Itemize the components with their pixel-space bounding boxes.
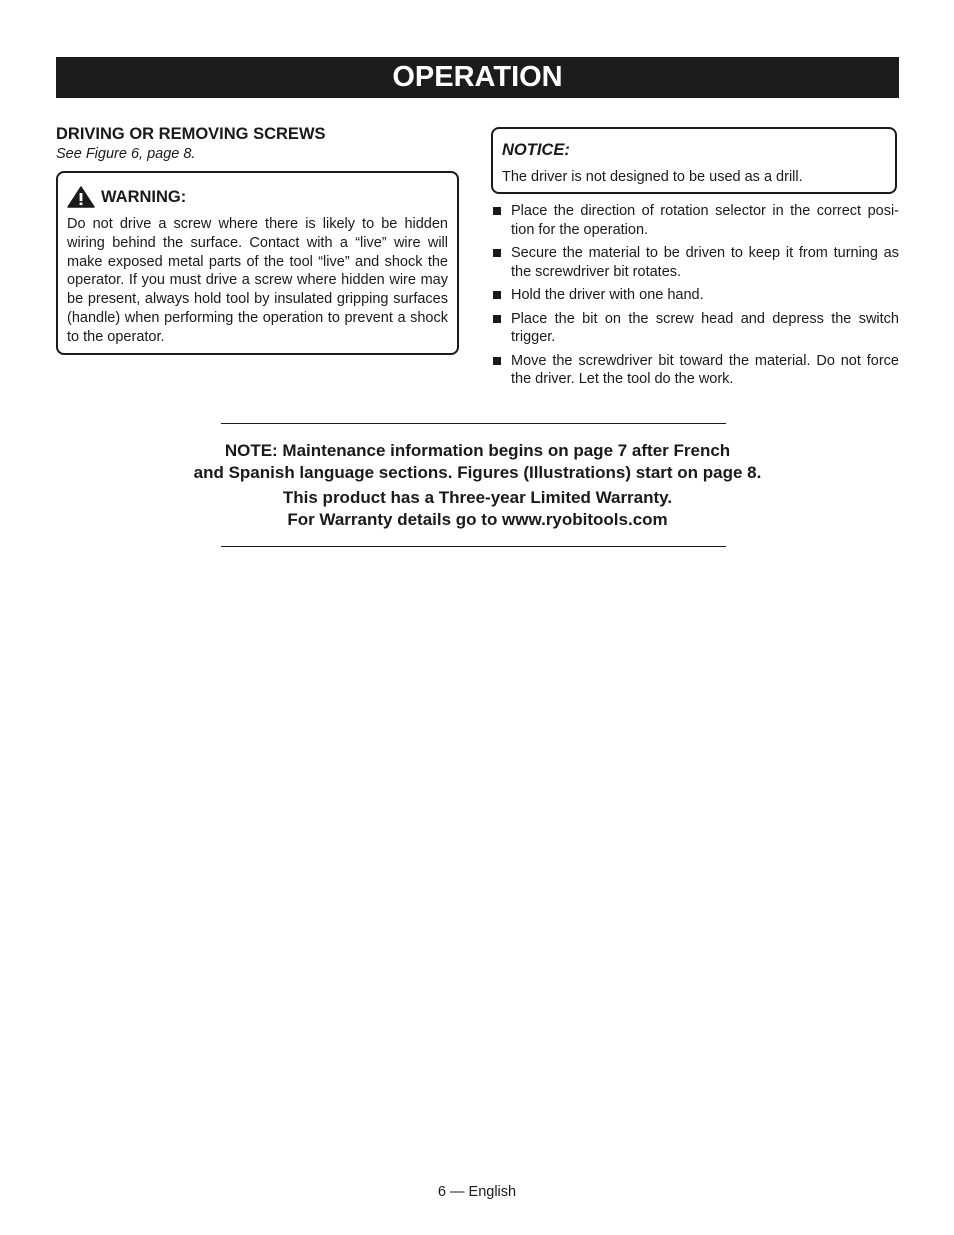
list-item	[491, 310, 899, 347]
section-heading	[56, 124, 464, 164]
list-item	[491, 202, 899, 239]
step-text: Move the screwdriver bit toward the material. Do not force the driver. Let the tool do the work.	[511, 352, 899, 387]
warranty-link-text: For Warranty details go to www.ryobitools.com	[287, 510, 668, 529]
divider-bottom	[221, 546, 726, 547]
warning-box	[56, 171, 459, 355]
page-footer: 6 — English	[437, 1184, 517, 1200]
list-item	[491, 244, 899, 281]
step-text: Secure the material to be driven to keep it from turning as the screwdriver bit rotates.	[511, 245, 899, 280]
note-line: and Spanish language sections. Figures (Illustrations) start on page 8.	[193, 463, 762, 482]
notice-box	[491, 127, 897, 194]
square-bullet-icon	[491, 310, 511, 323]
square-bullet-icon	[491, 286, 511, 299]
step-text: Place the direction of rotation selector in the correct posi-tion for the operation.	[511, 203, 899, 238]
section-title: DRIVING OR REMOVING SCREWS	[56, 125, 326, 143]
warning-triangle-icon	[67, 186, 95, 208]
square-bullet-icon	[491, 202, 511, 215]
warning-header	[67, 185, 448, 209]
list-item	[491, 286, 899, 305]
figure-reference: See Figure 6, page 8.	[56, 146, 196, 162]
warning-text: Do not drive a screw where there is likely to be hidden wiring behind the surface. Contact with a “live” wire will make exposed metal parts of the tool “live” and shock the operator. If you must drive a screw where hidden wire may be present, always hold tool by insulated gripping surfaces (handle) when performing the operation to prevent a shock to the operator.	[67, 216, 448, 345]
notice-text: The driver is not designed to be used as a drill.	[502, 169, 803, 185]
step-text: Place the bit on the screw head and depress the switch trigger.	[511, 310, 899, 345]
list-item	[491, 352, 899, 389]
warning-label: WARNING:	[101, 187, 187, 206]
note-line: NOTE: Maintenance information begins on page 7 after French	[224, 441, 731, 460]
section-header-bar	[56, 57, 899, 98]
operation-steps-list	[491, 202, 899, 394]
square-bullet-icon	[491, 352, 511, 365]
step-text: Hold the driver with one hand.	[511, 287, 704, 303]
divider-top	[221, 423, 726, 424]
warranty-line: This product has a Three-year Limited Warranty.	[282, 488, 673, 507]
notice-label: NOTICE:	[502, 141, 570, 159]
square-bullet-icon	[491, 244, 511, 257]
maintenance-note	[56, 440, 899, 531]
page-title: OPERATION	[392, 61, 563, 93]
